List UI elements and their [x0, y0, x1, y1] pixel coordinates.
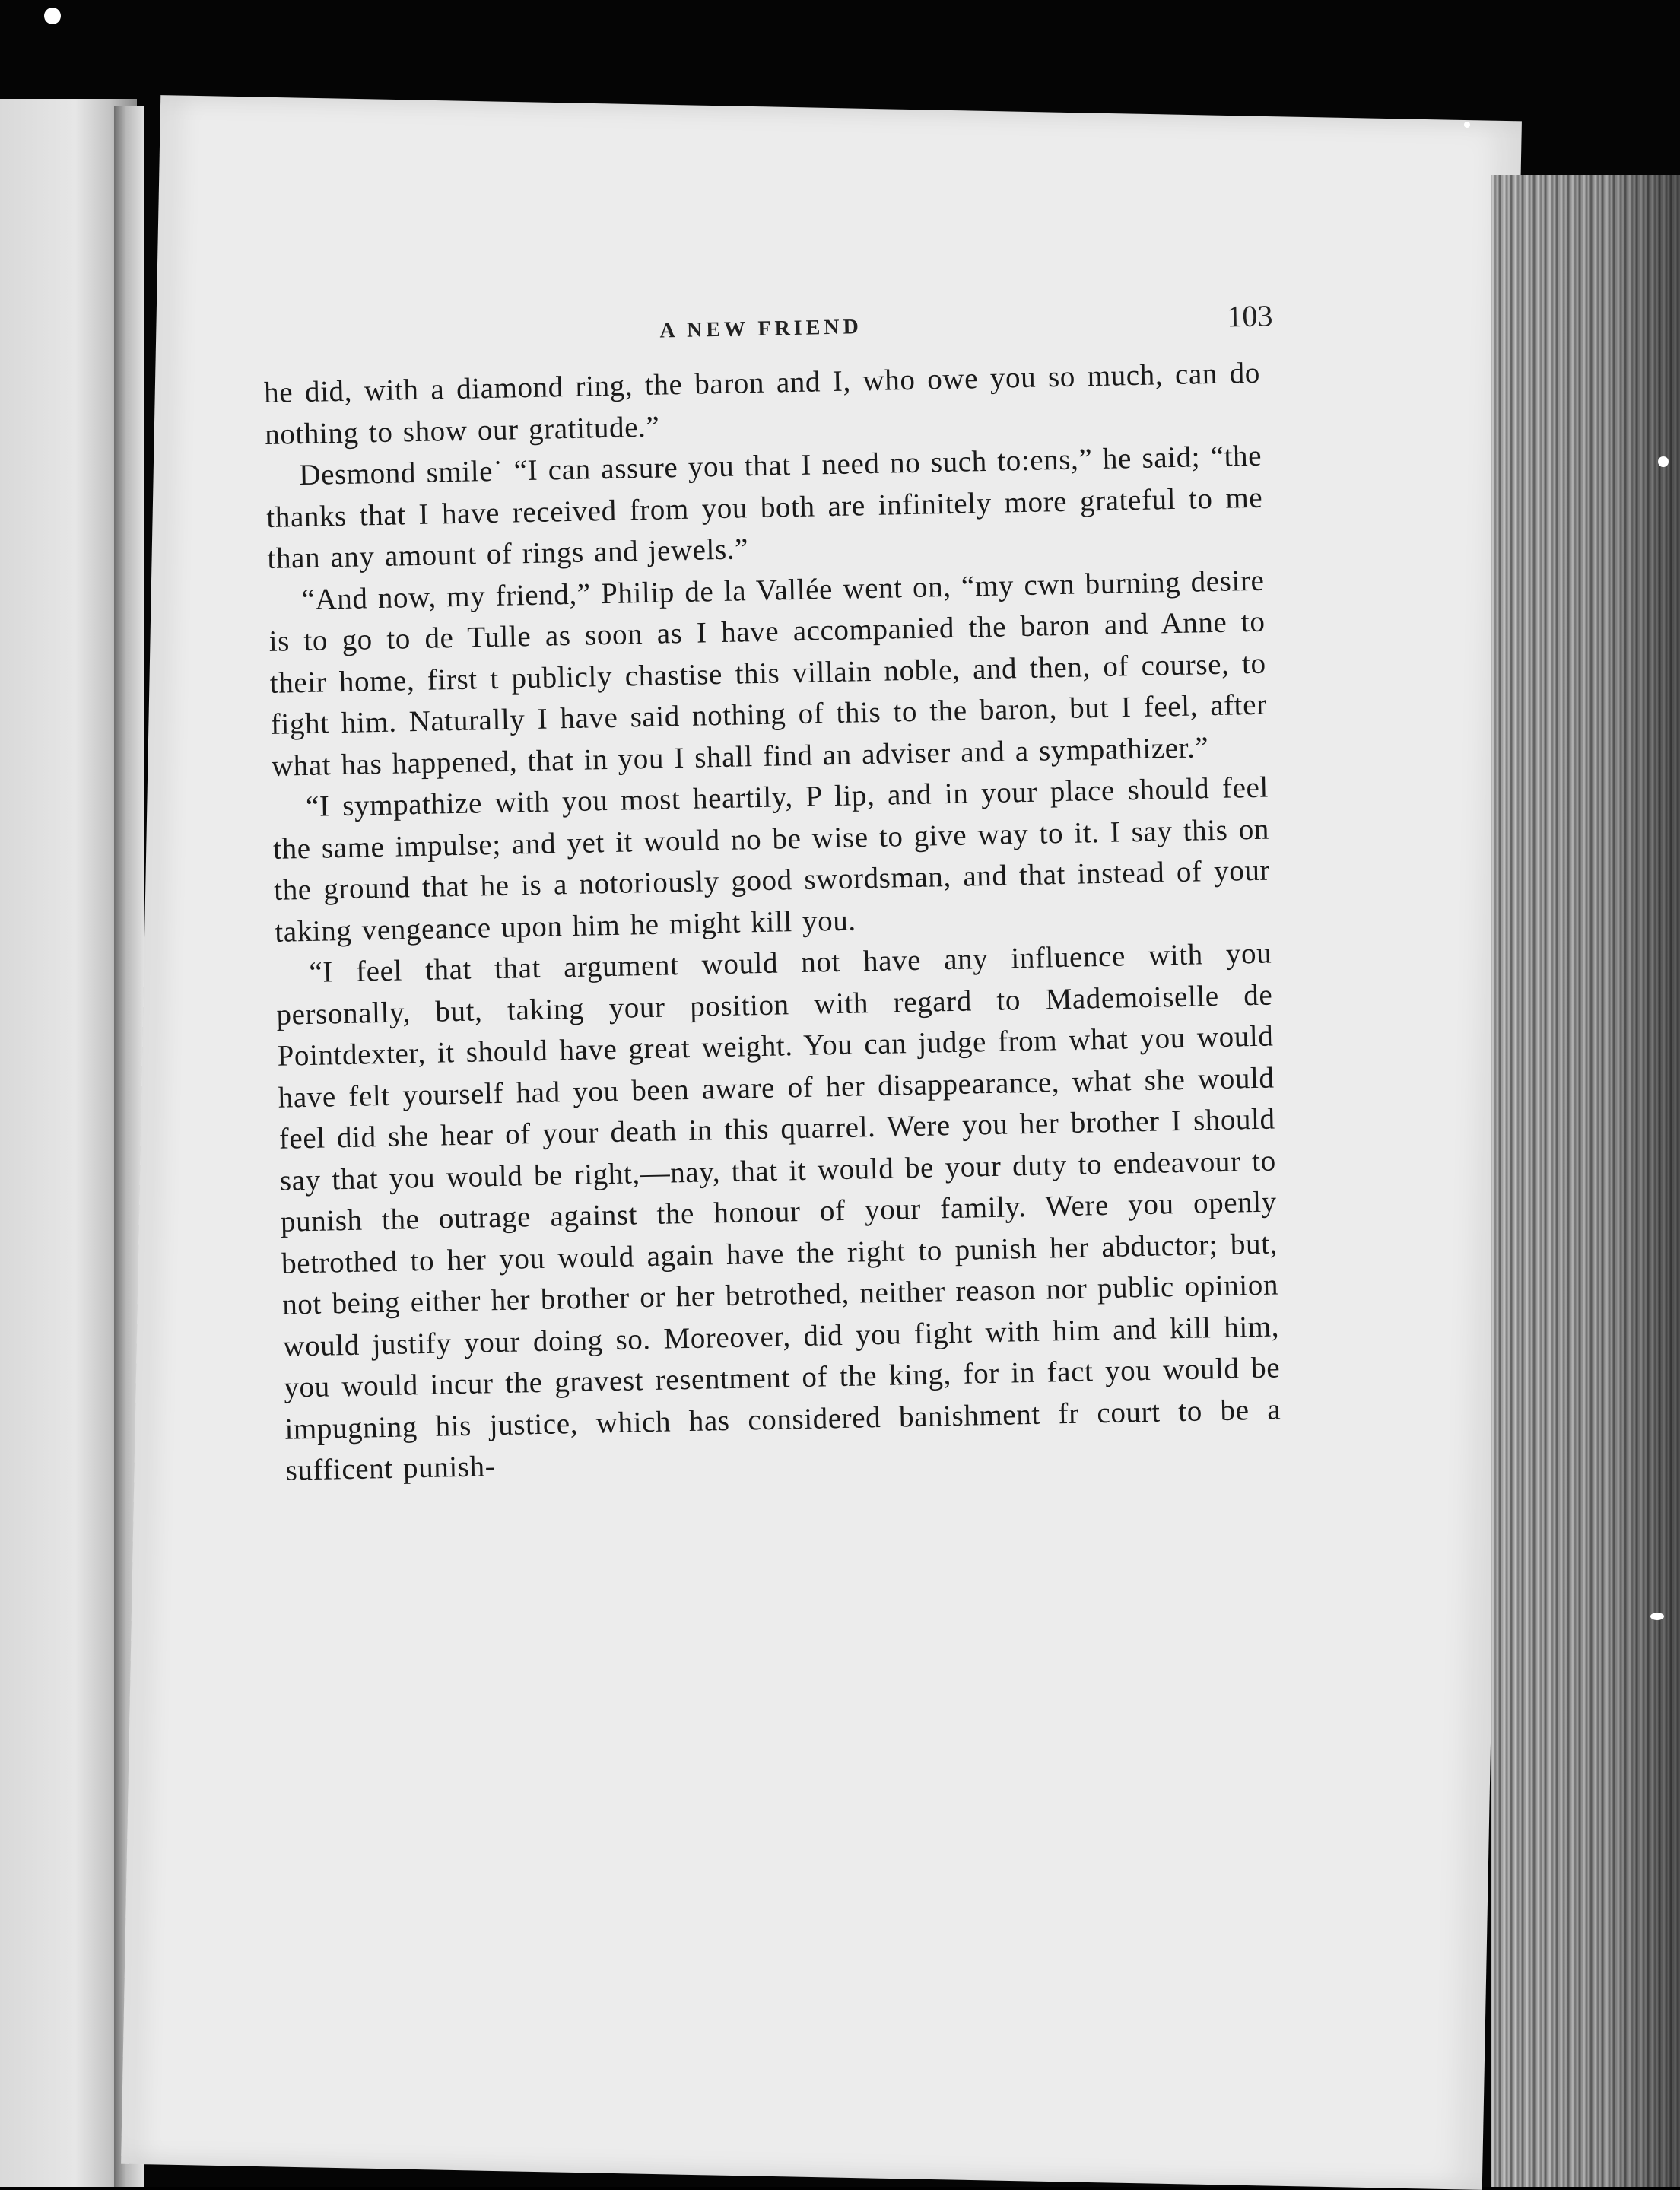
page-edge-shadow — [1491, 175, 1680, 2187]
page-text-block — [262, 292, 1282, 1492]
dust-speck — [1658, 456, 1669, 467]
page-number: 103 — [1226, 298, 1273, 334]
paragraph: “I feel that that argument would not have any influence with you personally, but, taking your position with regard to Mademoiselle de Pointdexter, it should have great weight. You can judge from what you would have felt yourself had you been aware of her disappearance, what she would feel did she hear of your death in this quarrel. Were you her brother I should say that you would be right,—nay, that it would be your duty to endeavour to punish the outrage against the honour of your family. Were you openly betrothed to her you would again have the right to punish her abductor; but, not being either her brother or her betrothed, neither reason nor public opinion would justify your doing so. Moreover, did you fight with him and kill him, you would incur the gravest resentment of the king, for in fact you would be impugning his justice, which has considered banishment fr court to be a sufficent punish- — [276, 936, 1281, 1487]
dust-speck — [1464, 122, 1470, 128]
paragraph: he did, with a diamond ring, the baron and I, who owe you so much, can do nothing to show our gratitude.” — [263, 356, 1261, 451]
dust-speck — [1650, 1613, 1664, 1620]
running-title: A NEW FRIEND — [659, 315, 863, 343]
dust-speck — [44, 8, 61, 24]
paragraph: “I sympathize with you most heartily, P lip, and in your place should feel the same impulse; and yet it would no be wise to give way to it. I say this on the ground that he is a notoriously good swordsman, and that instead of your taking vengeance upon him he might kill you. — [272, 771, 1271, 949]
paragraph: “And now, my friend,” Philip de la Vallée went on, “my cwn burning desire is to go to de Tulle as soon as I have accompanied the baron and Anne to their home, first t publicly chastise this villain noble, and then, of course, to fight him. Naturally I have said nothing of this to the baron, but I feel, after what has happened, that in you I shall find an adviser and a sympathizer.” — [268, 564, 1268, 783]
paragraph: Desmond smile˙ “I can assure you that I need no such to:ens,” he said; “the thanks that I have received from you both are infinitely more grateful to me than any amount of rings and jewels.” — [265, 439, 1263, 575]
